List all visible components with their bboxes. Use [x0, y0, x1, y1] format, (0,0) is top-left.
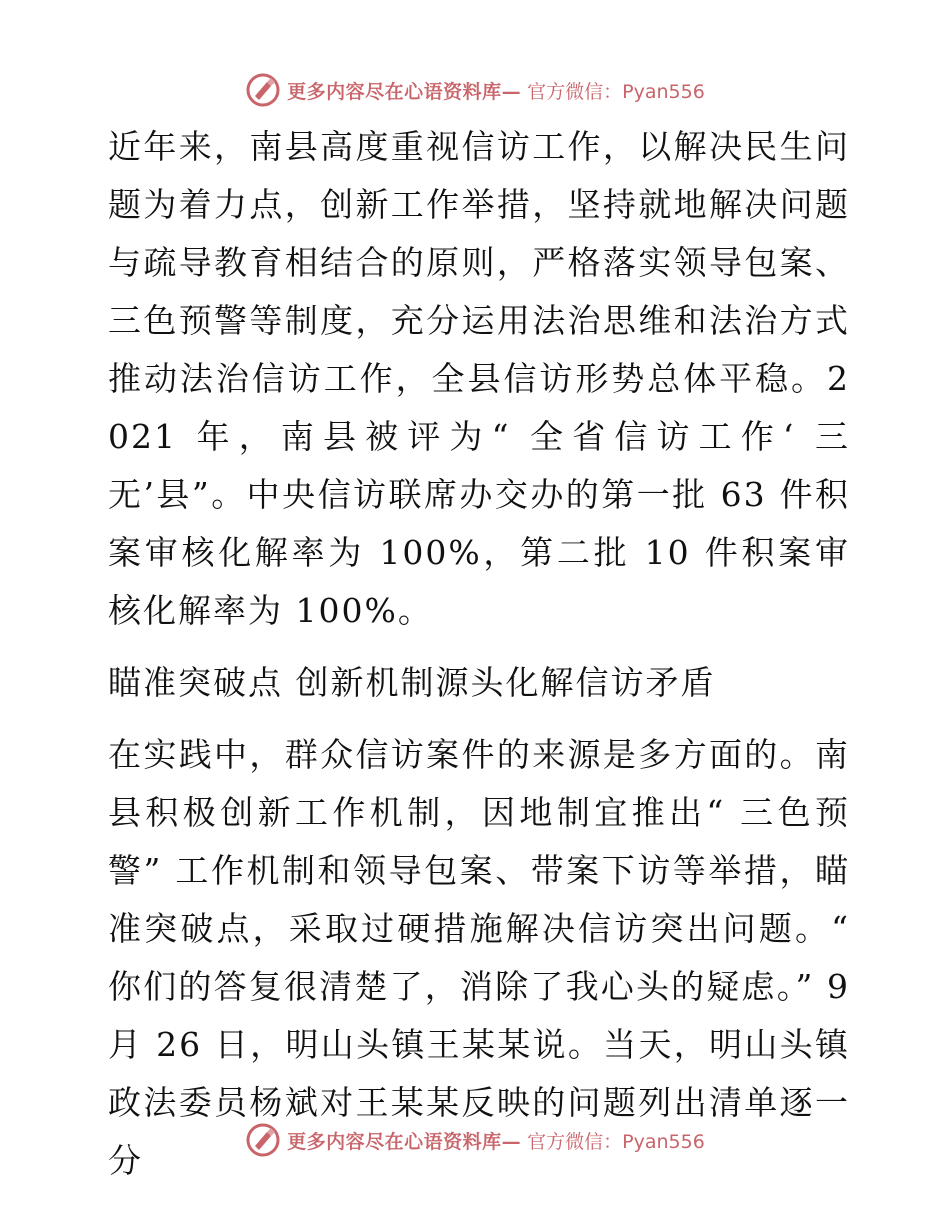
article-paragraph-2: 在实践中，群众信访案件的来源是多方面的。南县积极创新工作机制，因地制宜推出“ 三色预警” 工作机制和领导包案、带案下访等举措，瞄准突破点，采取过硬措施解决信访突出问题。“ 你们的答复很清楚了，消除了我心头的疑虑。” 9 月 26 日，明山头镇王某某说。当天，明山头镇政法委员杨斌对王某某反映的问题列出清单逐一分	[108, 735, 850, 1180]
header-promo-text: 更多内容尽在心语资料库—	[287, 80, 522, 103]
brand-logo-icon	[245, 1122, 281, 1158]
header-banner	[0, 70, 950, 110]
article-paragraph-1: 近年来，南县高度重视信访工作，以解决民生问题为着力点，创新工作举措，坚持就地解决问题与疏导教育相结合的原则，严格落实领导包案、三色预警等制度，充分运用法治思维和法治方式推动法治信访工作，全县信访形势总体平稳。2021 年，南县被评为“ 全省信访工作‘ 三无’县”。中央信访联席办交办的第一批 63 件积案审核化解率为 100%，第二批 10 件积案审核化解率为 100%。	[108, 127, 850, 630]
footer-banner	[0, 1120, 950, 1160]
brand-logo-icon	[245, 72, 281, 108]
header-wechat-text: 官方微信：Pyan556	[527, 80, 705, 103]
footer-promo-text: 更多内容尽在心语资料库—	[287, 1130, 522, 1153]
article-body	[100, 118, 850, 1204]
footer-wechat-text: 官方微信：Pyan556	[527, 1130, 705, 1153]
section-heading: 瞄准突破点 创新机制源头化解信访矛盾	[108, 663, 716, 702]
